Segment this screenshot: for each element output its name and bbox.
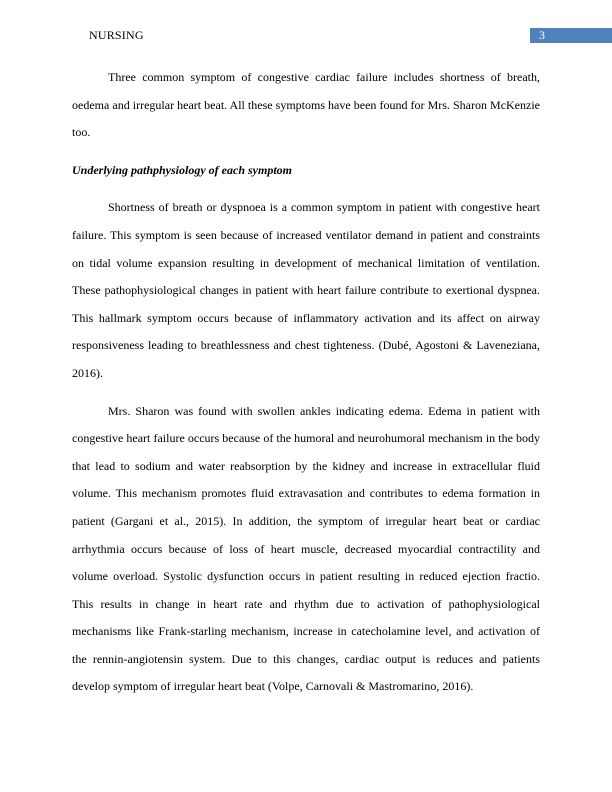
running-header-title: NURSING (89, 28, 144, 42)
paragraph-symptoms-intro: Three common symptom of congestive cardiac failure includes shortness of breath, oedema and irregular heart beat. All these symptoms have been found for Mrs. Sharon McKenzie too. (72, 70, 540, 140)
paragraph-dyspnoea: Shortness of breath or dyspnoea is a common symptom in patient with congestive heart failure. This symptom is seen because of increased ventilator demand in patient and constraints on tidal volume expansion resulting in development of mechanical limitation of ventilation. These pathophysiological changes in patient with heart failure contribute to exertional dyspnea. This hallmark symptom occurs because of inflammatory activation and its affect on airway responsiveness leading to breathlessness and chest tighteness. (Dubé, Agostoni & Laveneziana, 2016). (72, 200, 540, 380)
paragraph-edema-arrhythmia: Mrs. Sharon was found with swollen ankles indicating edema. Edema in patient with congestive heart failure occurs because of the humoral and neurohumoral mechanism in the body that lead to sodium and water reabsorption by the kidney and increase in extracellular fluid volume. This mechanism promotes fluid extravasation and contributes to edema formation in patient (Gargani et al., 2015). In addition, the symptom of irregular heart beat or cardiac arrhythmia occurs because of loss of heart muscle, decreased myocardial contractility and volume overload. Systolic dysfunction occurs in patient resulting in reduced ejection fractio. This results in change in heart rate and rhythm due to activation of pathophysiological mechanisms like Frank-starling mechanism, increase in catecholamine level, and activation of the rennin-angiotensin system. Due to this changes, cardiac output is reduces and patients develop symptom of irregular heart beat (Volpe, Carnovali & Mastromarino, 2016). (72, 403, 540, 694)
page-number: 3 (539, 28, 545, 42)
page-number-badge (530, 28, 612, 43)
document-body (72, 64, 540, 701)
section-heading: Underlying pathphysiology of each symptom (72, 162, 292, 177)
